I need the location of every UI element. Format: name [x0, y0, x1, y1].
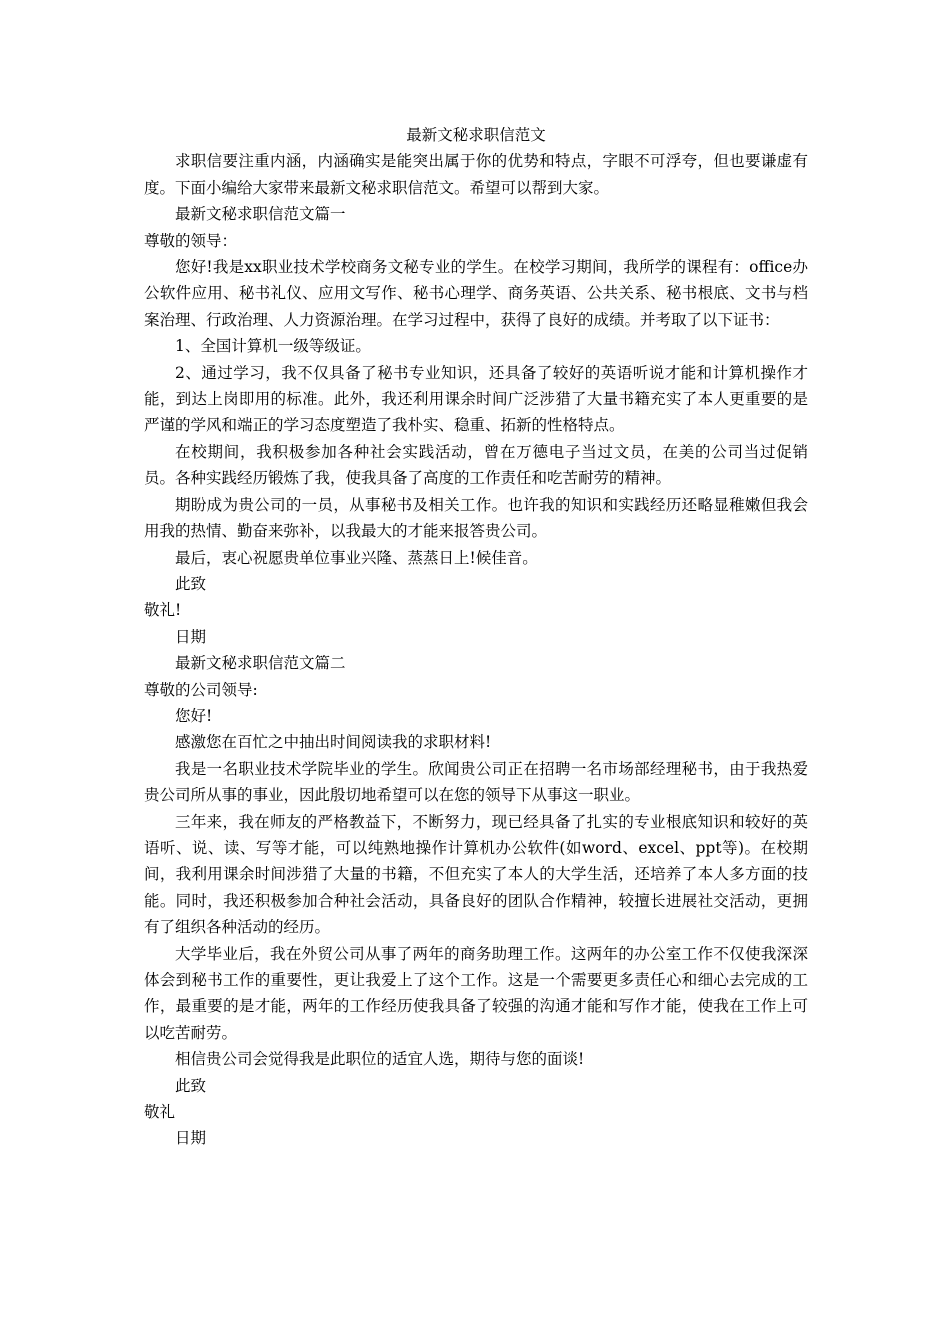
letter2-paragraph: 我是一名职业技术学院毕业的学生。欣闻贵公司正在招聘一名市场部经理秘书，由于我热爱贵公司所从事的事业，因此殷切地希望可以在您的领导下从事这一职业。 [144, 759, 808, 805]
letter1-paragraph: 期盼成为贵公司的一员，从事秘书及相关工作。也许我的知识和实践经历还略显稚嫩但我会用我的热情、勤奋来弥补，以我最大的才能来报答贵公司。 [144, 495, 808, 541]
letter1-salutation: 尊敬的领导： [144, 231, 238, 250]
letter1-paragraph: 在校期间，我积极参加各种社会实践活动，曾在万德电子当过文员，在美的公司当过促销员。各种实践经历锻炼了我，使我具备了高度的工作责任和吃苦耐劳的精神。 [144, 442, 808, 488]
letter1-heading: 最新文秘求职信范文篇一 [175, 205, 346, 224]
letter1-paragraph: 2、通过学习，我不仅具备了秘书专业知识，还具备了较好的英语听说才能和计算机操作才能，到达上岗即用的标准。此外，我还利用课余时间广泛涉猎了大量书籍充实了本人更重要的是严谨的学风和端正的学习态度塑造了我朴实、稳重、拓新的性格特点。 [144, 363, 808, 435]
letter1-paragraph: 最后，衷心祝愿贵单位事业兴隆、蒸蒸日上!候佳音。 [175, 548, 538, 567]
letter1-regards: 敬礼! [144, 601, 182, 620]
letter1-paragraph: 您好!我是xx职业技术学校商务文秘专业的学生。在校学习期间，我所学的课程有：office办公软件应用、秘书礼仪、应用文写作、秘书心理学、商务英语、公共关系、秘书根底、文书与档案治理、行政治理、人力资源治理。在学习过程中，获得了良好的成绩。并考取了以下证书： [144, 258, 808, 329]
letter1-paragraph: 1、全国计算机一级等级证。 [175, 337, 371, 356]
letter2-paragraph: 大学毕业后，我在外贸公司从事了两年的商务助理工作。这两年的办公室工作不仅使我深深体会到秘书工作的重要性，更让我爱上了这个工作。这是一个需要更多责任心和细心去完成的工作，最重要的是才能，两年的工作经历使我具备了较强的沟通才能和写作才能，使我在工作上可以吃苦耐劳。 [144, 944, 808, 1042]
document-title: 最新文秘求职信范文 [406, 126, 546, 144]
letter2-regards: 敬礼 [144, 1103, 176, 1122]
letter2-salutation: 尊敬的公司领导: [144, 680, 258, 699]
letter2-heading: 最新文秘求职信范文篇二 [175, 654, 346, 673]
letter1-date: 日期 [175, 627, 207, 646]
letter2-paragraph: 三年来，我在师友的严格教益下，不断努力，现已经具备了扎实的专业根底知识和较好的英语听、说、读、写等才能，可以纯熟地操作计算机办公软件(如word、excel、ppt等)。在校期间，我利用课余时间涉猎了大量的书籍，不但充实了本人的大学生活，还培养了本人多方面的技能。同时，我还积极参加合种社会活动，具备良好的团队合作精神，较擅长进展社交活动，更拥有了组织各种活动的经历。 [144, 812, 808, 937]
letter2-closing: 此致 [175, 1076, 207, 1095]
letter1-closing: 此致 [175, 574, 207, 593]
letter2-paragraph: 您好! [175, 706, 213, 725]
intro-paragraph: 求职信要注重内涵，内涵确实是能突出属于你的优势和特点，字眼不可浮夸，但也要谦虚有度。下面小编给大家带来最新文秘求职信范文。希望可以帮到大家。 [144, 152, 808, 197]
letter2-paragraph: 相信贵公司会觉得我是此职位的适宜人选，期待与您的面谈! [175, 1050, 585, 1069]
letter2-date: 日期 [175, 1129, 207, 1148]
document-body [144, 122, 808, 1152]
letter2-paragraph: 感激您在百忙之中抽出时间阅读我的求职材料! [175, 733, 492, 752]
